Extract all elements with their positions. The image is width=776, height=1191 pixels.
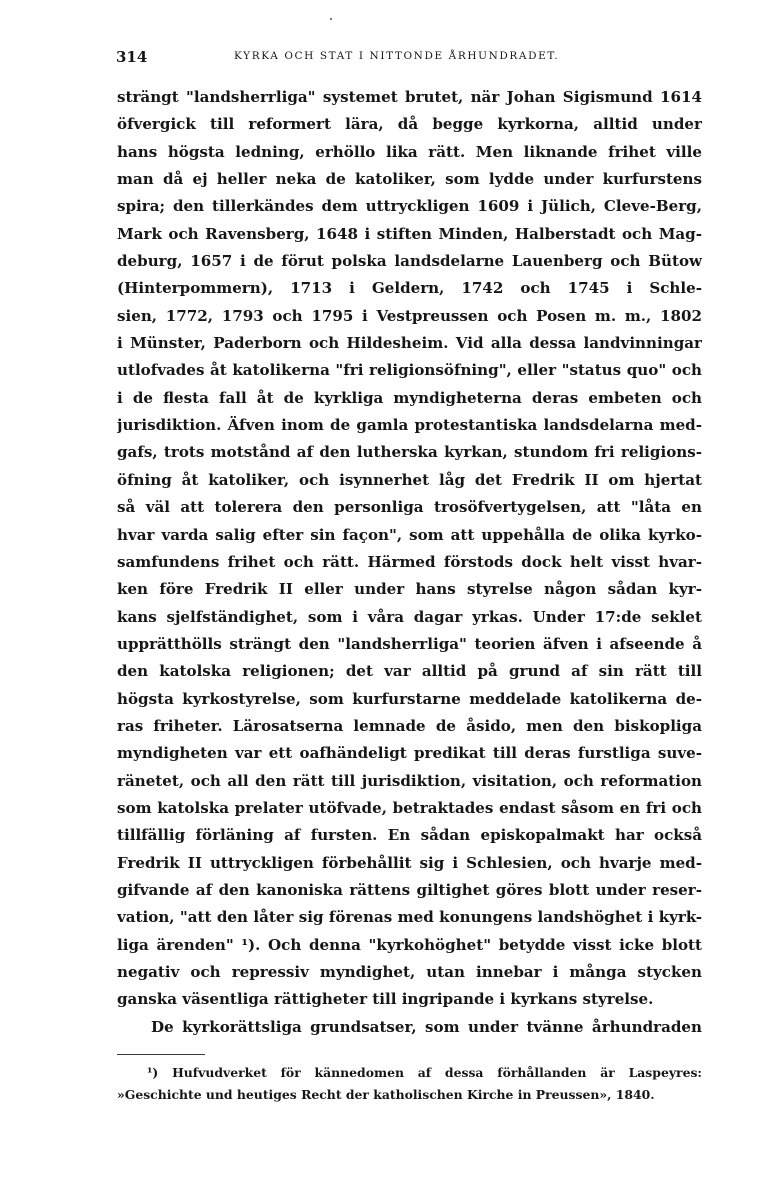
body-line: gifvande af den kanoniska rättens giltighet göres blott under reser-: [117, 880, 702, 899]
body-line: ras friheter. Lärosatserna lemnade de åsido, men den biskopliga: [117, 716, 702, 735]
paragraph-last-line: ganska väsentliga rättigheter till ingripande i kyrkans styrelse.: [117, 990, 654, 1009]
body-line: i Münster, Paderborn och Hildesheim. Vid alla dessa landvinningar: [117, 334, 702, 353]
paragraph-first-line: De kyrkorättsliga grundsatser, som under tvänne århundraden: [151, 1017, 702, 1036]
body-line: kans sjelfständighet, som i våra dagar yrkas. Under 17:de seklet: [117, 607, 702, 626]
print-speck: [330, 18, 332, 20]
body-line: upprätthölls strängt den "landsherrliga" teorien äfven i afseende å: [117, 634, 702, 653]
body-line: ken före Fredrik II eller under hans styrelse någon sådan kyr-: [117, 580, 702, 599]
body-line: öfning åt katoliker, och isynnerhet låg det Fredrik II om hjertat: [117, 470, 702, 489]
footnote-line: »Geschichte und heutiges Recht der katholischen Kirche in Preussen», 1840.: [117, 1087, 655, 1102]
page-number: 314: [116, 48, 148, 66]
footnotes: [117, 1062, 702, 1106]
running-head: KYRKA OCH STAT I NITTONDE ÅRHUNDRADET.: [234, 50, 560, 62]
footnote-rule: [117, 1054, 205, 1055]
body-line: man då ej heller neka de katoliker, som lydde under kurfurstens: [117, 170, 702, 189]
body-line: Fredrik II uttryckligen förbehållit sig i Schlesien, och hvarje med-: [117, 853, 702, 872]
body-line: öfvergick till reformert lära, då begge kyrkorna, alltid under: [117, 115, 702, 134]
body-line: Mark och Ravensberg, 1648 i stiften Minden, Halberstadt och Mag-: [117, 224, 702, 243]
body-line: utlofvades åt katolikerna "fri religionsöfning", eller "status quo" och: [117, 361, 702, 380]
body-line: tillfällig förläning af fursten. En sådan episkopalmakt har också: [117, 826, 702, 845]
body-line: negativ och repressiv myndighet, utan innebar i många stycken: [117, 963, 702, 981]
body-line: samfundens frihet och rätt. Härmed förstods dock helt visst hvar-: [117, 552, 702, 571]
body-line: strängt "landsherrliga" systemet brutet, när Johan Sigismund 1614: [117, 88, 702, 106]
body-line: ränetet, och all den rätt till jurisdiktion, visitation, och reformation: [117, 771, 702, 790]
body-line: vation, "att den låter sig förenas med konungens landshöghet i kyrk-: [117, 908, 702, 927]
body-line: deburg, 1657 i de förut polska landsdelarne Lauenberg och Bütow: [117, 252, 702, 271]
body-line: gafs, trots motstånd af den lutherska kyrkan, stundom fri religions-: [117, 443, 702, 462]
body-line: liga ärenden" ¹). Och denna "kyrkohöghet" betydde visst icke blott: [117, 935, 702, 954]
body-text: [117, 84, 702, 1041]
body-line: hans högsta ledning, erhöllo lika rätt. Men liknande frihet ville: [117, 142, 702, 161]
body-line: sien, 1772, 1793 och 1795 i Vestpreussen och Posen m. m., 1802: [117, 306, 702, 325]
body-line: spira; den tillerkändes dem uttryckligen 1609 i Jülich, Cleve-Berg,: [117, 197, 702, 216]
body-line: högsta kyrkostyrelse, som kurfurstarne meddelade katolikerna de-: [117, 689, 702, 708]
body-line: (Hinterpommern), 1713 i Geldern, 1742 och 1745 i Schle-: [117, 279, 702, 298]
body-line: jurisdiktion. Äfven inom de gamla protestantiska landsdelarna med-: [117, 416, 702, 435]
body-line: så väl att tolerera den personliga trosöfvertygelsen, att "låta en: [117, 498, 702, 517]
body-line: myndigheten var ett oafhändeligt predikat till deras furstliga suve-: [117, 744, 702, 763]
body-line: hvar varda salig efter sin façon", som att uppehålla de olika kyrko-: [117, 525, 702, 544]
body-line: den katolska religionen; det var alltid på grund af sin rätt till: [117, 662, 702, 681]
page-header: [116, 48, 701, 72]
body-line: som katolska prelater utöfvade, betraktades endast såsom en fri och: [117, 798, 702, 817]
body-line: i de flesta fall åt de kyrkliga myndigheterna deras embeten och: [117, 388, 702, 407]
footnote-line: ¹) Hufvudverket för kännedomen af dessa förhållanden är Laspeyres:: [147, 1065, 702, 1080]
